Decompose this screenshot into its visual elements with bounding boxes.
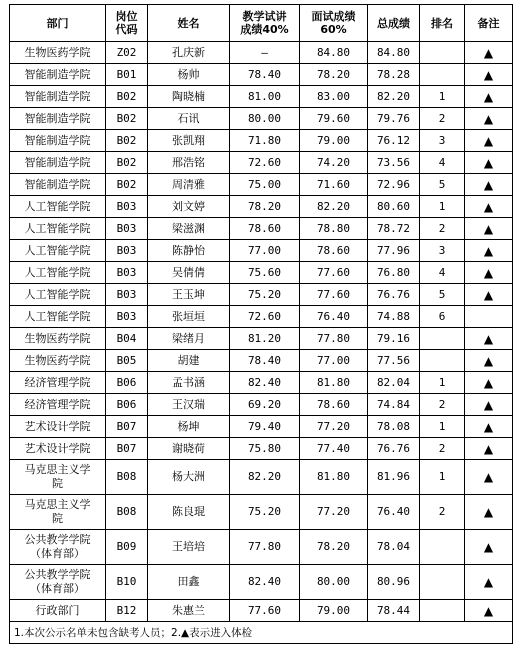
physical-exam-marker: ▲ — [465, 495, 513, 530]
name-cell: 刘文婷 — [148, 196, 230, 218]
dept-text: 智能制造学院 — [24, 89, 91, 103]
teaching-score-cell: 82.40 — [230, 372, 300, 394]
name-cell: 王培培 — [148, 530, 230, 565]
rank-cell: 2 — [420, 394, 465, 416]
name-cell: 胡建 — [148, 350, 230, 372]
physical-exam-marker: ▲ — [465, 130, 513, 152]
rank-cell — [420, 565, 465, 600]
header-text: 排名 — [431, 16, 453, 30]
teaching-score-cell: 79.40 — [230, 416, 300, 438]
teaching-score-cell: 77.80 — [230, 530, 300, 565]
rank-cell: 1 — [420, 196, 465, 218]
physical-exam-marker: ▲ — [465, 218, 513, 240]
physical-exam-marker: ▲ — [465, 372, 513, 394]
physical-exam-marker: ▲ — [465, 86, 513, 108]
total-score-cell: 76.76 — [368, 438, 420, 460]
physical-exam-marker: ▲ — [465, 284, 513, 306]
dept-cell — [10, 284, 106, 306]
name-cell: 陈良琨 — [148, 495, 230, 530]
total-score-cell: 76.40 — [368, 495, 420, 530]
name-cell: 石讯 — [148, 108, 230, 130]
dept-text: 院 — [52, 477, 63, 490]
name-cell: 吴倩倩 — [148, 262, 230, 284]
dept-cell — [10, 196, 106, 218]
rank-cell: 2 — [420, 218, 465, 240]
post-code-cell: B02 — [106, 108, 148, 130]
dept-text: 经济管理学院 — [24, 375, 91, 389]
dept-cell — [10, 600, 106, 622]
physical-exam-marker: ▲ — [465, 350, 513, 372]
table-row — [10, 262, 513, 284]
total-score-cell: 78.08 — [368, 416, 420, 438]
header-remark — [465, 5, 513, 42]
post-code-cell: B09 — [106, 530, 148, 565]
interview-score-cell: 78.20 — [300, 530, 368, 565]
name-cell: 孔庆新 — [148, 42, 230, 64]
dept-text: 智能制造学院 — [24, 155, 91, 169]
remark-cell — [465, 306, 513, 328]
teaching-score-cell: 72.60 — [230, 306, 300, 328]
interview-score-cell: 78.80 — [300, 218, 368, 240]
table-row — [10, 306, 513, 328]
total-score-cell: 80.96 — [368, 565, 420, 600]
name-cell: 杨帅 — [148, 64, 230, 86]
table-row — [10, 64, 513, 86]
dept-cell — [10, 86, 106, 108]
interview-score-cell: 77.20 — [300, 416, 368, 438]
rank-cell: 1 — [420, 372, 465, 394]
table-row — [10, 240, 513, 262]
dept-cell — [10, 108, 106, 130]
header-text: 总成绩 — [377, 16, 410, 30]
physical-exam-marker: ▲ — [465, 240, 513, 262]
interview-score-cell: 83.00 — [300, 86, 368, 108]
physical-exam-marker: ▲ — [465, 262, 513, 284]
total-score-cell: 82.20 — [368, 86, 420, 108]
dept-text: （体育部） — [30, 547, 85, 560]
dept-cell — [10, 460, 106, 495]
name-cell: 陶晓楠 — [148, 86, 230, 108]
post-code-cell: B02 — [106, 174, 148, 196]
rank-cell: 3 — [420, 240, 465, 262]
name-cell: 王玉坤 — [148, 284, 230, 306]
name-cell: 梁绪月 — [148, 328, 230, 350]
name-cell: 周清雅 — [148, 174, 230, 196]
score-table — [9, 4, 513, 644]
table-row — [10, 108, 513, 130]
total-score-cell: 72.96 — [368, 174, 420, 196]
post-code-cell: B07 — [106, 438, 148, 460]
post-code-cell: B03 — [106, 262, 148, 284]
table-row — [10, 394, 513, 416]
header-text: 备注 — [477, 16, 500, 30]
header-total-score — [368, 5, 420, 42]
teaching-score-cell: 78.20 — [230, 196, 300, 218]
teaching-score-cell: 78.60 — [230, 218, 300, 240]
post-code-cell: B07 — [106, 416, 148, 438]
name-cell: 田鑫 — [148, 565, 230, 600]
post-code-cell: B03 — [106, 196, 148, 218]
total-score-cell: 82.04 — [368, 372, 420, 394]
teaching-score-cell: 75.60 — [230, 262, 300, 284]
rank-cell: 2 — [420, 438, 465, 460]
teaching-score-cell: 72.60 — [230, 152, 300, 174]
total-score-cell: 78.72 — [368, 218, 420, 240]
dept-cell — [10, 218, 106, 240]
dept-cell — [10, 565, 106, 600]
rank-cell — [420, 42, 465, 64]
table-row — [10, 196, 513, 218]
post-code-cell: B06 — [106, 394, 148, 416]
dept-cell — [10, 306, 106, 328]
physical-exam-marker: ▲ — [465, 600, 513, 622]
table-row — [10, 350, 513, 372]
name-cell: 孟书涵 — [148, 372, 230, 394]
name-cell: 陈静怡 — [148, 240, 230, 262]
dept-cell — [10, 152, 106, 174]
dept-cell — [10, 530, 106, 565]
dept-text: 生物医药学院 — [24, 45, 91, 59]
dept-cell — [10, 350, 106, 372]
dept-cell — [10, 372, 106, 394]
rank-cell: 1 — [420, 86, 465, 108]
physical-exam-marker: ▲ — [465, 196, 513, 218]
table-row — [10, 416, 513, 438]
name-cell: 张凯翔 — [148, 130, 230, 152]
interview-score-cell: 77.60 — [300, 284, 368, 306]
total-score-cell: 78.04 — [368, 530, 420, 565]
footnote: 1.本次公示名单未包含缺考人员；2.▲表示进入体检 — [10, 622, 513, 644]
dept-cell — [10, 240, 106, 262]
interview-score-cell: 82.20 — [300, 196, 368, 218]
physical-exam-marker: ▲ — [465, 174, 513, 196]
dept-text: 经济管理学院 — [24, 397, 91, 411]
physical-exam-marker: ▲ — [465, 108, 513, 130]
dept-text: 公共教学学院 — [24, 533, 91, 546]
interview-score-cell: 80.00 — [300, 565, 368, 600]
teaching-score-cell: 82.40 — [230, 565, 300, 600]
table-row — [10, 565, 513, 600]
table-row — [10, 86, 513, 108]
teaching-score-cell: 80.00 — [230, 108, 300, 130]
total-score-cell: 74.88 — [368, 306, 420, 328]
post-code-cell: B08 — [106, 495, 148, 530]
total-score-cell: 79.16 — [368, 328, 420, 350]
dept-text: 艺术设计学院 — [24, 419, 91, 433]
teaching-score-cell: 75.00 — [230, 174, 300, 196]
header-text: 部门 — [46, 16, 69, 30]
dept-text: 艺术设计学院 — [24, 441, 91, 455]
dept-text: 智能制造学院 — [24, 111, 91, 125]
header-text: 姓名 — [177, 16, 200, 30]
post-code-cell: B05 — [106, 350, 148, 372]
header-name — [148, 5, 230, 42]
teaching-score-cell: 75.80 — [230, 438, 300, 460]
table-row — [10, 284, 513, 306]
header-text: 60% — [320, 23, 347, 36]
dept-text: 智能制造学院 — [24, 67, 91, 81]
physical-exam-marker: ▲ — [465, 394, 513, 416]
dept-text: 人工智能学院 — [24, 287, 91, 301]
dept-cell — [10, 42, 106, 64]
rank-cell: 1 — [420, 460, 465, 495]
teaching-score-cell: 75.20 — [230, 495, 300, 530]
post-code-cell: B06 — [106, 372, 148, 394]
table-row — [10, 328, 513, 350]
post-code-cell: B03 — [106, 306, 148, 328]
teaching-score-cell: 82.20 — [230, 460, 300, 495]
interview-score-cell: 77.20 — [300, 495, 368, 530]
dept-cell — [10, 495, 106, 530]
header-dept — [10, 5, 106, 42]
interview-score-cell: 76.40 — [300, 306, 368, 328]
table-row — [10, 42, 513, 64]
dept-text: 智能制造学院 — [24, 133, 91, 147]
post-code-cell: B01 — [106, 64, 148, 86]
table-row — [10, 174, 513, 196]
dept-text: 行政部门 — [35, 603, 80, 617]
header-row — [10, 5, 513, 42]
table-row — [10, 152, 513, 174]
header-text: 成绩40% — [240, 23, 289, 36]
header-post-code — [106, 5, 148, 42]
total-score-cell: 74.84 — [368, 394, 420, 416]
teaching-score-cell: 78.40 — [230, 64, 300, 86]
interview-score-cell: 78.60 — [300, 394, 368, 416]
header-text: 教学试讲 — [242, 10, 287, 23]
teaching-score-cell: 77.60 — [230, 600, 300, 622]
dept-text: 人工智能学院 — [24, 199, 91, 213]
physical-exam-marker: ▲ — [465, 416, 513, 438]
interview-score-cell: 78.20 — [300, 64, 368, 86]
header-rank — [420, 5, 465, 42]
post-code-cell: B03 — [106, 284, 148, 306]
interview-score-cell: 77.60 — [300, 262, 368, 284]
dept-text: 生物医药学院 — [24, 353, 91, 367]
physical-exam-marker: ▲ — [465, 64, 513, 86]
table-row — [10, 495, 513, 530]
dept-cell — [10, 174, 106, 196]
total-score-cell: 80.60 — [368, 196, 420, 218]
table-row — [10, 130, 513, 152]
rank-cell — [420, 530, 465, 565]
interview-score-cell: 77.80 — [300, 328, 368, 350]
total-score-cell: 76.12 — [368, 130, 420, 152]
name-cell: 邢浩铭 — [148, 152, 230, 174]
interview-score-cell: 84.80 — [300, 42, 368, 64]
dept-cell — [10, 394, 106, 416]
interview-score-cell: 79.00 — [300, 130, 368, 152]
rank-cell: 6 — [420, 306, 465, 328]
rank-cell: 2 — [420, 495, 465, 530]
dept-text: 人工智能学院 — [24, 221, 91, 235]
total-score-cell: 78.28 — [368, 64, 420, 86]
rank-cell: 1 — [420, 416, 465, 438]
table-row — [10, 372, 513, 394]
table-row — [10, 530, 513, 565]
table-row — [10, 218, 513, 240]
physical-exam-marker: ▲ — [465, 328, 513, 350]
total-score-cell: 78.44 — [368, 600, 420, 622]
total-score-cell: 76.80 — [368, 262, 420, 284]
teaching-score-cell: — — [230, 42, 300, 64]
post-code-cell: B02 — [106, 86, 148, 108]
teaching-score-cell: 81.00 — [230, 86, 300, 108]
post-code-cell: B04 — [106, 328, 148, 350]
interview-score-cell: 78.60 — [300, 240, 368, 262]
interview-score-cell: 81.80 — [300, 460, 368, 495]
teaching-score-cell: 69.20 — [230, 394, 300, 416]
interview-score-cell: 77.00 — [300, 350, 368, 372]
dept-text: 人工智能学院 — [24, 265, 91, 279]
table-row — [10, 600, 513, 622]
dept-text: （体育部） — [30, 582, 85, 595]
teaching-score-cell: 77.00 — [230, 240, 300, 262]
post-code-cell: B03 — [106, 218, 148, 240]
post-code-cell: B03 — [106, 240, 148, 262]
rank-cell: 4 — [420, 152, 465, 174]
physical-exam-marker: ▲ — [465, 152, 513, 174]
total-score-cell: 81.96 — [368, 460, 420, 495]
name-cell: 张垣垣 — [148, 306, 230, 328]
total-score-cell: 84.80 — [368, 42, 420, 64]
header-text: 代码 — [115, 23, 138, 36]
dept-text: 马克思主义学 — [24, 498, 91, 511]
rank-cell: 5 — [420, 174, 465, 196]
rank-cell: 3 — [420, 130, 465, 152]
physical-exam-marker: ▲ — [465, 42, 513, 64]
dept-cell — [10, 262, 106, 284]
dept-cell — [10, 64, 106, 86]
name-cell: 朱惠兰 — [148, 600, 230, 622]
physical-exam-marker: ▲ — [465, 460, 513, 495]
physical-exam-marker: ▲ — [465, 530, 513, 565]
interview-score-cell: 77.40 — [300, 438, 368, 460]
dept-cell — [10, 130, 106, 152]
name-cell: 王汉瑞 — [148, 394, 230, 416]
post-code-cell: Z02 — [106, 42, 148, 64]
header-text: 岗位 — [115, 10, 138, 23]
dept-text: 马克思主义学 — [24, 463, 91, 476]
dept-text: 人工智能学院 — [24, 243, 91, 257]
physical-exam-marker: ▲ — [465, 565, 513, 600]
name-cell: 杨坤 — [148, 416, 230, 438]
teaching-score-cell: 71.80 — [230, 130, 300, 152]
total-score-cell: 79.76 — [368, 108, 420, 130]
table-row — [10, 438, 513, 460]
header-teaching-score — [230, 5, 300, 42]
dept-cell — [10, 438, 106, 460]
rank-cell: 2 — [420, 108, 465, 130]
total-score-cell: 77.96 — [368, 240, 420, 262]
header-text: 面试成绩 — [311, 10, 356, 23]
dept-text: 公共教学学院 — [24, 568, 91, 581]
dept-cell — [10, 416, 106, 438]
post-code-cell: B12 — [106, 600, 148, 622]
rank-cell — [420, 328, 465, 350]
dept-text: 人工智能学院 — [24, 309, 91, 323]
rank-cell: 5 — [420, 284, 465, 306]
total-score-cell: 73.56 — [368, 152, 420, 174]
interview-score-cell: 79.60 — [300, 108, 368, 130]
name-cell: 谢晓荷 — [148, 438, 230, 460]
interview-score-cell: 79.00 — [300, 600, 368, 622]
name-cell: 梁滋渊 — [148, 218, 230, 240]
rank-cell — [420, 600, 465, 622]
interview-score-cell: 74.20 — [300, 152, 368, 174]
post-code-cell: B08 — [106, 460, 148, 495]
dept-cell — [10, 328, 106, 350]
post-code-cell: B02 — [106, 130, 148, 152]
rank-cell — [420, 64, 465, 86]
total-score-cell: 77.56 — [368, 350, 420, 372]
post-code-cell: B02 — [106, 152, 148, 174]
rank-cell — [420, 350, 465, 372]
teaching-score-cell: 75.20 — [230, 284, 300, 306]
dept-text: 院 — [52, 512, 63, 525]
name-cell: 杨大洲 — [148, 460, 230, 495]
interview-score-cell: 81.80 — [300, 372, 368, 394]
teaching-score-cell: 78.40 — [230, 350, 300, 372]
teaching-score-cell: 81.20 — [230, 328, 300, 350]
physical-exam-marker: ▲ — [465, 438, 513, 460]
interview-score-cell: 71.60 — [300, 174, 368, 196]
table-row — [10, 460, 513, 495]
post-code-cell: B10 — [106, 565, 148, 600]
dept-text: 智能制造学院 — [24, 177, 91, 191]
dept-text: 生物医药学院 — [24, 331, 91, 345]
total-score-cell: 76.76 — [368, 284, 420, 306]
header-interview-score — [300, 5, 368, 42]
rank-cell: 4 — [420, 262, 465, 284]
